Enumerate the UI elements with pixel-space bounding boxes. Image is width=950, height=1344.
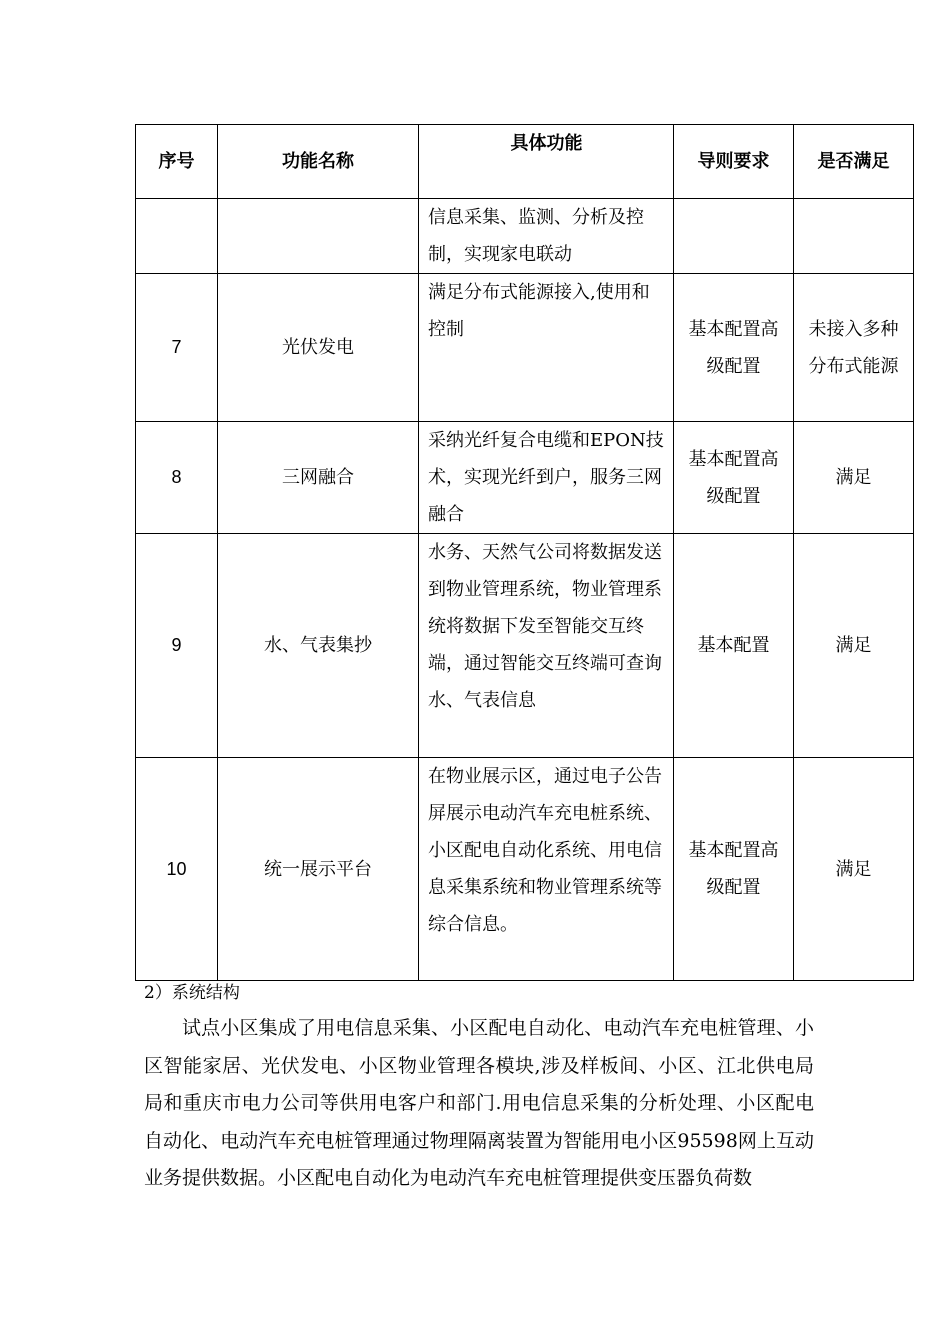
header-ok: 是否满足 xyxy=(794,125,914,199)
cell-name: 光伏发电 xyxy=(218,274,419,422)
header-num: 序号 xyxy=(136,125,218,199)
cell-name: 三网融合 xyxy=(218,422,419,534)
table-row xyxy=(136,422,914,534)
cell-req: 基本配置高级配置 xyxy=(674,274,794,422)
cell-desc: 满足分布式能源接入,使用和控制 xyxy=(419,274,674,422)
cell-ok: 满足 xyxy=(794,534,914,758)
cell-desc: 在物业展示区，通过电子公告屏展示电动汽车充电桩系统、小区配电自动化系统、用电信息采集系统和物业管理系统等综合信息。 xyxy=(419,758,674,981)
cell-ok xyxy=(794,199,914,274)
cell-num xyxy=(136,199,218,274)
table-row xyxy=(136,199,914,274)
cell-name xyxy=(218,199,419,274)
cell-desc: 水务、天然气公司将数据发送到物业管理系统，物业管理系统将数据下发至智能交互终端，通过智能交互终端可查询水、气表信息 xyxy=(419,534,674,758)
table-header-row xyxy=(136,125,914,199)
header-desc: 具体功能 xyxy=(419,125,674,199)
cell-req xyxy=(674,199,794,274)
cell-num: 10 xyxy=(136,758,218,981)
cell-desc: 信息采集、监测、分析及控制，实现家电联动 xyxy=(419,199,674,274)
cell-req: 基本配置高级配置 xyxy=(674,758,794,981)
body-paragraph: 试点小区集成了用电信息采集、小区配电自动化、电动汽车充电桩管理、小区智能家居、光伏发电、小区物业管理各模块,涉及样板间、小区、江北供电局局和重庆市电力公司等供用电客户和部门.用电信息采集的分析处理、小区配电自动化、电动汽车充电桩管理通过物理隔离装置为智能用电小区95598网上互动业务提供数据。小区配电自动化为电动汽车充电桩管理提供变压器负荷数 xyxy=(144,1017,814,1189)
cell-desc: 采纳光纤复合电缆和EPON技术，实现光纤到户，服务三网融合 xyxy=(419,422,674,534)
cell-ok: 满足 xyxy=(794,758,914,981)
header-req: 导则要求 xyxy=(674,125,794,199)
cell-num: 8 xyxy=(136,422,218,534)
cell-ok: 满足 xyxy=(794,422,914,534)
cell-name: 统一展示平台 xyxy=(218,758,419,981)
table-row xyxy=(136,758,914,981)
cell-ok: 未接入多种分布式能源 xyxy=(794,274,914,422)
cell-num: 9 xyxy=(136,534,218,758)
table-row xyxy=(136,534,914,758)
cell-num: 7 xyxy=(136,274,218,422)
cell-req: 基本配置 xyxy=(674,534,794,758)
header-name: 功能名称 xyxy=(218,125,419,199)
section-heading: 2）系统结构 xyxy=(144,983,240,1003)
function-table xyxy=(135,124,914,981)
table-row xyxy=(136,274,914,422)
cell-name: 水、气表集抄 xyxy=(218,534,419,758)
cell-req: 基本配置高级配置 xyxy=(674,422,794,534)
